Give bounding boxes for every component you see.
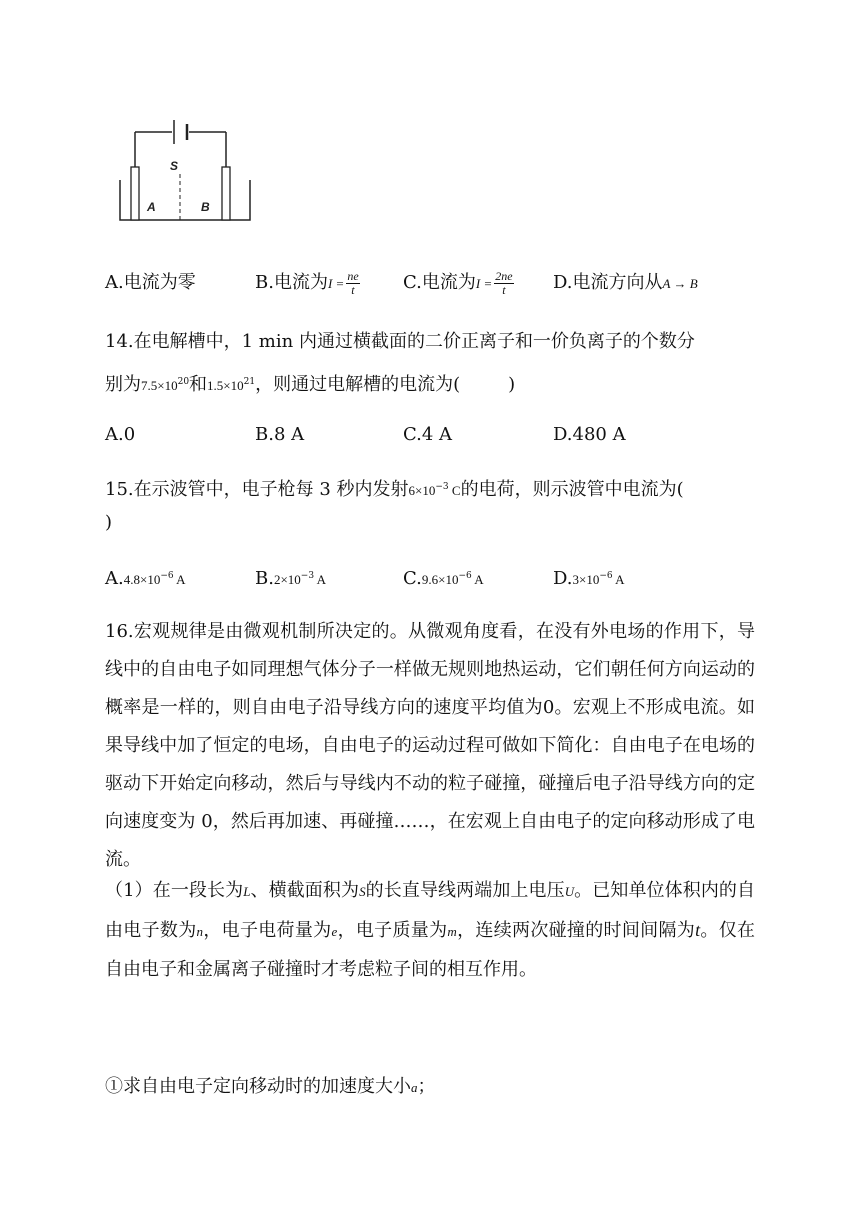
fraction: $\frac{2ne}{t}$ (495, 268, 513, 297)
q14-option-b[interactable]: B.8 A (255, 424, 305, 445)
label-b: B (201, 200, 210, 214)
q14-option-a[interactable]: A.0 (105, 424, 136, 445)
q16-part1: （1）在一段长为L、横截面积为S的长直导线两端加上电压U。已知单位体积内的自由电子数为n，电子电荷量为e，电子质量为m，连续两次碰撞的时间间隔为t。仅在自由电子和金属离子碰撞时才考虑粒子间的相互作用。 (105, 880, 756, 980)
q13-option-c[interactable]: C.电流为I = $\frac{2ne}{t}$ (403, 268, 513, 297)
q15-stem-line1: 15.在示波管中，电子枪每 3 秒内发射$6\times 10^{-3}$ C的电荷，则示波管中电流为( (105, 479, 684, 500)
q15-option-c[interactable]: $C.9.6\times 10^{-6}$ A (403, 568, 484, 589)
q15-stem-line2: ) (105, 512, 113, 533)
label-a: A (147, 200, 156, 214)
electrolysis-circuit-diagram (110, 112, 260, 227)
q15-option-d[interactable]: $D.3\times 10^{-6}$ A (553, 568, 625, 589)
electrode-right (222, 167, 230, 220)
q14-stem-line1: 14.在电解槽中，1 min 内通过横截面的二价正离子和一价负离子的个数分 (105, 331, 695, 352)
q13-option-a[interactable]: A.电流为零 (105, 272, 196, 293)
q16-intro: 16.宏观规律是由微观机制所决定的。从微观角度看，在没有外电场的作用下，导线中的自由电子如同理想气体分子一样做无规则地热运动，它们朝任何方向运动的概率是一样的，则自由电子沿导线方向的速度平均值为0。宏观上不形成电流。如果导线中加了恒定的电场，自由电子的运动过程可做如下简化：自由电子在电场的驱动下开始定向移动，然后与导线内不动的粒子碰撞，碰撞后电子沿导线方向的定向速度变为 0，然后再加速、再碰撞……，在宏观上自由电子的定向移动形成了电流。 (105, 621, 755, 870)
label-s: S (170, 159, 179, 173)
fraction: $\frac{ne}{t}$ (347, 268, 359, 297)
q15-option-b[interactable]: $B.2\times 10^{-3}$ A (255, 568, 326, 589)
q14-option-c[interactable]: C.4 A (403, 424, 453, 445)
q14-stem-line2: 别为$7.5\times 10^{20}$和$1.5\times 10^{21}$，则通过电解槽的电流为( ) (105, 374, 516, 395)
q13-option-d[interactable]: D.电流方向从A → B (553, 272, 698, 293)
q15-option-a[interactable]: $A.4.8\times 10^{-6}$ A (105, 568, 186, 589)
q16-subquestion-1: ①求自由电子定向移动时的加速度大小a； (105, 1076, 436, 1097)
q14-option-d[interactable]: D.480 A (553, 424, 626, 445)
electrode-left (131, 167, 139, 220)
q13-option-b[interactable]: B.电流为I = $\frac{ne}{t}$ (255, 268, 359, 297)
circuit-svg (110, 112, 260, 227)
